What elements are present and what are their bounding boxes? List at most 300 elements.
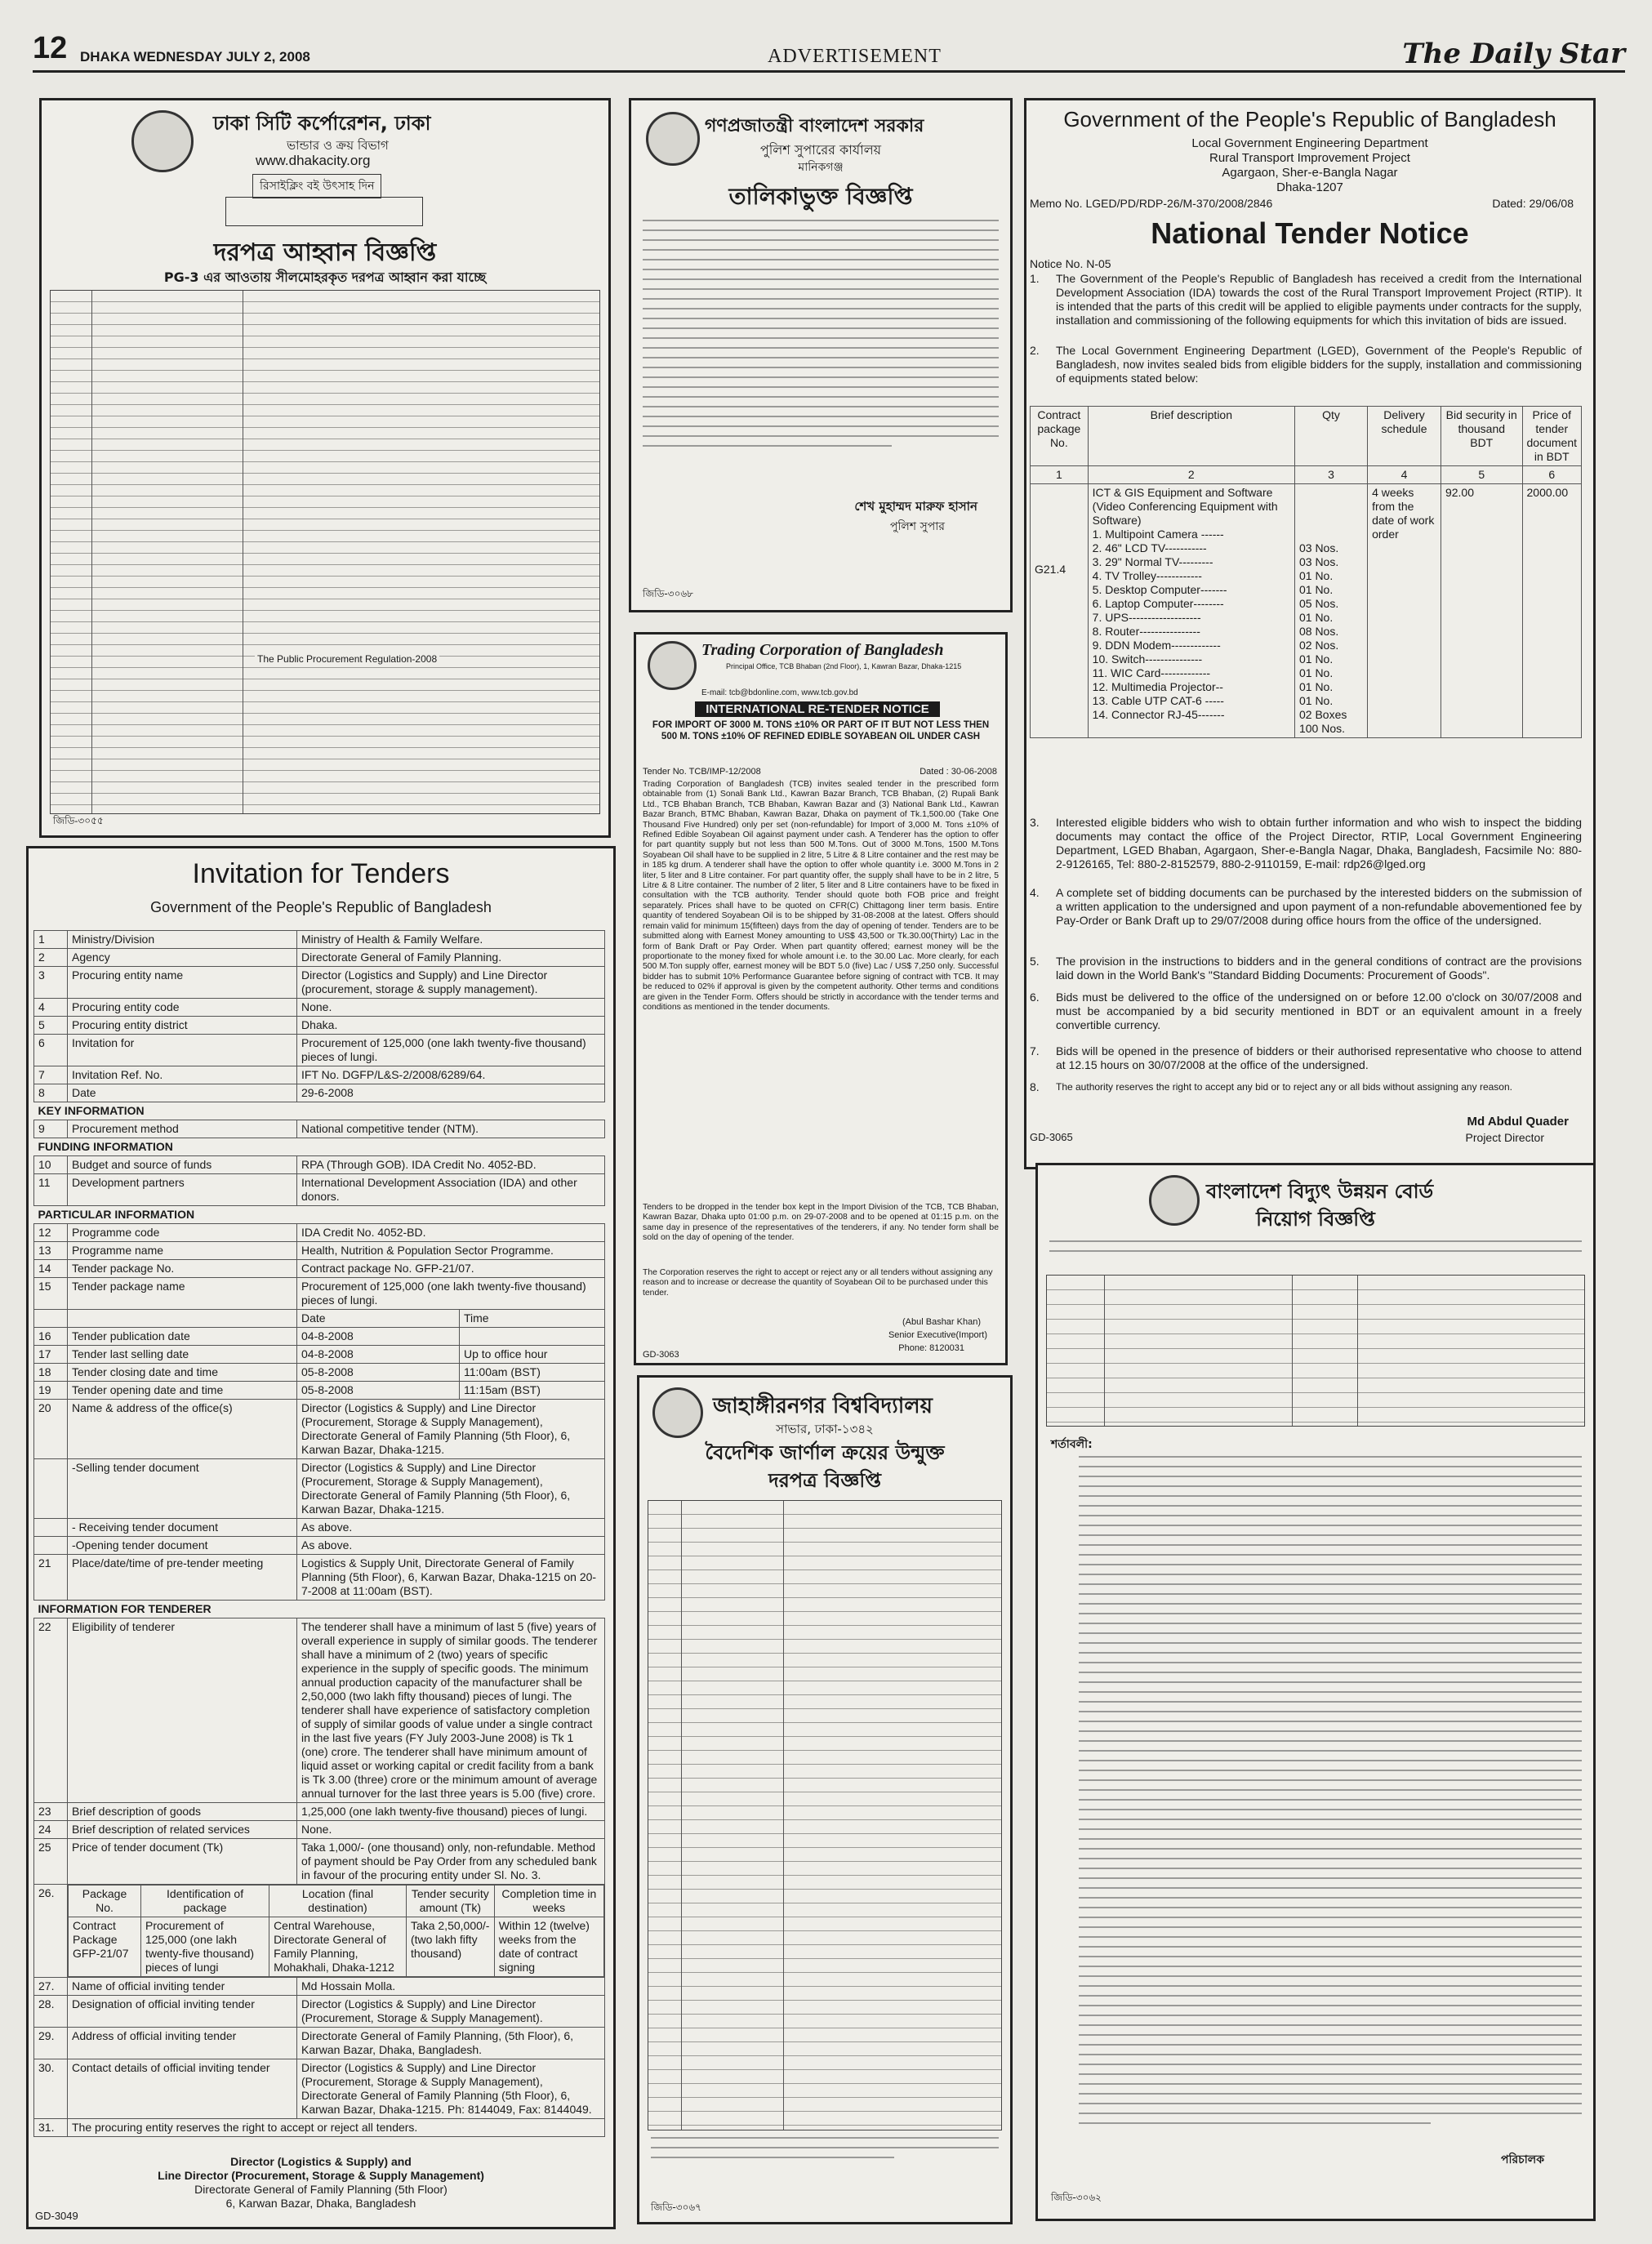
dgfp-table bbox=[33, 930, 605, 2137]
police-place: মানিকগঞ্জ bbox=[798, 161, 844, 174]
ju-name: জাহাঙ্গীরনগর বিশ্ববিদ্যালয় bbox=[713, 1394, 933, 1418]
lged-p6: Bids must be delivered to the office of the undersigned on or before 12.00 o'clock on 30/07/2008 and must be accompanied by a bid security mentioned in BDT or an equivalent amount in a freely convertible currency. bbox=[1056, 991, 1582, 1031]
table-row bbox=[34, 1839, 605, 1885]
police-notice-ad bbox=[629, 98, 1013, 612]
row-value: Director (Logistics and Supply) and Line Director (procurement, storage & supply management). bbox=[297, 967, 605, 999]
time-value: Up to office hour bbox=[464, 1347, 548, 1360]
row-value: National competitive tender (NTM). bbox=[297, 1120, 605, 1138]
row-number: 19 bbox=[34, 1382, 68, 1400]
section-heading: INFORMATION FOR TENDERER bbox=[38, 1602, 212, 1615]
dcc-dept: ভান্ডার ও ক্রয় বিভাগ bbox=[287, 138, 389, 153]
table-row bbox=[34, 1156, 605, 1174]
package-value: Central Warehouse, Directorate General of Family Planning, Mohakhali, Dhaka-1212 bbox=[269, 1917, 407, 1977]
page-header bbox=[33, 29, 1625, 73]
dcc-table bbox=[50, 290, 600, 814]
row-value: IDA Credit No. 4052-BD. bbox=[297, 1224, 605, 1242]
row-value: Procurement of 125,000 (one lakh twenty-five thousand) pieces of lungi. bbox=[297, 1278, 605, 1310]
date-time-cell bbox=[297, 1310, 605, 1328]
tcb-dated: Dated : 30-06-2008 bbox=[920, 767, 997, 777]
dcc-subtitle: PG-3 এর আওতায় সীলমোহরকৃত দরপত্র আহ্বান করা যাচ্ছে bbox=[163, 269, 487, 285]
lged-item-qty: 01 No. bbox=[1298, 652, 1334, 666]
section-row bbox=[34, 1102, 605, 1120]
section-heading: PARTICULAR INFORMATION bbox=[38, 1208, 195, 1221]
lged-item-qty: 01 No. bbox=[1298, 583, 1334, 596]
lged-project: Rural Transport Improvement Project bbox=[1209, 151, 1410, 165]
lged-num: 3 bbox=[1294, 466, 1367, 484]
police-body bbox=[643, 220, 999, 455]
dgfp-tender-ad bbox=[26, 846, 616, 2229]
tcb-phone: Phone: 8120031 bbox=[898, 1343, 964, 1353]
tcb-signer: (Abul Bashar Khan) bbox=[902, 1317, 981, 1327]
row-number: 18 bbox=[34, 1364, 68, 1382]
ju-title-1: বৈদেশিক জার্ণাল ক্রয়ের উন্মুক্ত bbox=[705, 1441, 945, 1464]
lged-p2-num: 2. bbox=[1030, 344, 1040, 357]
table-row bbox=[34, 1174, 605, 1206]
dgfp-gov: Government of the People's Republic of Bangladesh bbox=[150, 899, 492, 915]
dcc-title: দরপত্র আহ্বান বিজ্ঞপ্তি bbox=[213, 238, 437, 267]
row-label: Designation of official inviting tender bbox=[68, 1996, 297, 2028]
lged-num: 6 bbox=[1522, 466, 1581, 484]
table-row bbox=[34, 967, 605, 999]
row-number bbox=[34, 1537, 68, 1555]
row-value: Director (Logistics & Supply) and Line Director (Procurement, Storage & Supply Management), Directorate General of Family Planning (5th Floor), 6, Karwan Bazar, Dhaka-1215. Ph: 8144049, Fax: 8144049. bbox=[297, 2059, 605, 2119]
section-row bbox=[34, 1601, 605, 1618]
ju-code: জিডি-৩০৬৭ bbox=[651, 2202, 701, 2213]
row-label: Agency bbox=[68, 949, 297, 967]
row-label: Contact details of official inviting tender bbox=[68, 2059, 297, 2119]
row-number: 5 bbox=[34, 1017, 68, 1035]
dgfp-code: GD-3049 bbox=[35, 2210, 78, 2222]
row-label: Tender publication date bbox=[68, 1328, 297, 1346]
row-number: 25 bbox=[34, 1839, 68, 1885]
lged-col-delivery: Delivery schedule bbox=[1368, 407, 1441, 466]
table-row bbox=[34, 1310, 605, 1328]
lged-item: 4. TV Trolley------------ bbox=[1092, 569, 1202, 582]
row-number: 17 bbox=[34, 1346, 68, 1364]
tcb-body-2: Tenders to be dropped in the tender box kept in the Import Division of the TCB, TCB Bhaban, Kawran Bazar, Dhaka upto 01:00 p.m. on 29-07-2008 and to be opened at 01:15 p.m. on the same day in presence of the representatives of the tenderers, if any. No tender form shall be sold on the day of opening of the tender. bbox=[643, 1203, 999, 1243]
lged-p7: Bids will be opened in the presence of bidders or their authorised representative who choose to attend at 12.15 hours on 30/07/2008 at the office of the undersigned. bbox=[1056, 1044, 1582, 1071]
dateline: DHAKA WEDNESDAY JULY 2, 2008 bbox=[80, 49, 310, 65]
row-label: Brief description of goods bbox=[68, 1803, 297, 1821]
row-label: Place/date/time of pre-tender meeting bbox=[68, 1555, 297, 1601]
lged-item: 3. 29" Normal TV--------- bbox=[1092, 555, 1213, 568]
police-signer-title: পুলিশ সুপার bbox=[889, 520, 945, 533]
lged-pkg: G21.4 bbox=[1031, 484, 1089, 738]
tcb-signer-title: Senior Executive(Import) bbox=[888, 1330, 987, 1340]
lged-col-pkg: Contract package No. bbox=[1031, 407, 1089, 466]
bpdb-name: বাংলাদেশ বিদ্যুৎ উন্নয়ন বোর্ড bbox=[1206, 1180, 1434, 1203]
lged-item-qty: 08 Nos. bbox=[1298, 625, 1339, 638]
lged-item: 8. Router---------------- bbox=[1092, 625, 1200, 638]
lged-item: 11. WIC Card------------- bbox=[1092, 666, 1211, 679]
row-number: 12 bbox=[34, 1224, 68, 1242]
row-number: 10 bbox=[34, 1156, 68, 1174]
ju-title-2: দরপত্র বিজ্ঞপ্তি bbox=[768, 1469, 881, 1492]
lged-table-nums bbox=[1031, 466, 1582, 484]
lged-tender-ad bbox=[1024, 98, 1596, 1169]
row-label: Development partners bbox=[68, 1174, 297, 1206]
table-row bbox=[34, 1821, 605, 1839]
row-label: Procuring entity code bbox=[68, 999, 297, 1017]
table-row bbox=[34, 1382, 605, 1400]
row-label: Tender opening date and time bbox=[68, 1382, 297, 1400]
lged-col-qty: Qty bbox=[1294, 407, 1367, 466]
row-value: Director (Logistics & Supply) and Line Director (Procurement, Storage & Supply Management). bbox=[297, 1996, 605, 2028]
lged-memo: Memo No. LGED/PD/RDP-26/M-370/2008/2846 bbox=[1030, 197, 1273, 210]
row-number: 29. bbox=[34, 2028, 68, 2059]
dgfp-sig-4: 6, Karwan Bazar, Dhaka, Bangladesh bbox=[225, 2197, 416, 2210]
table-row bbox=[34, 1120, 605, 1138]
row-number: 21 bbox=[34, 1555, 68, 1601]
bpdb-post-table bbox=[1046, 1275, 1585, 1427]
row-label: Date bbox=[68, 1084, 297, 1102]
police-signer: শেখ মুহাম্মদ মারুফ হাসান bbox=[854, 499, 977, 514]
lged-title: National Tender Notice bbox=[1151, 216, 1469, 250]
row-number: 27. bbox=[34, 1978, 68, 1996]
package-value: Procurement of 125,000 (one lakh twenty-five thousand) pieces of lungi bbox=[141, 1917, 269, 1977]
lged-item: 5. Desktop Computer------- bbox=[1092, 583, 1227, 596]
lged-table-row bbox=[1031, 484, 1582, 738]
lged-item-qty: 01 No. bbox=[1298, 694, 1334, 707]
table-row bbox=[34, 2059, 605, 2119]
row-value: The tenderer shall have a minimum of last 5 (five) years of overall experience in supply of similar goods. The tenderer shall have a minimum of 2 (two) years of specific experience in the supply of specific goods. The minimum annual production capacity of the manufacturer shall be 2,50,000 (two lakh fifty thousand) pieces of lungi. The tenderer shall have experience of satisfactory completion of supply of similar goods of value under a single contract in the last five years (FY July 2003-June 2008) is Tk 1 (one) crore. The tenderer shall have minimum amount of liquid asset or working capital or credit facility from a bank is Tk 3.00 (three) crore or the minimum amount of average annual turnover for the last three years is 5.00 (five) crore. bbox=[297, 1618, 605, 1803]
lged-desc-head: ICT & GIS Equipment and Software (Video Conferencing Equipment with Software) bbox=[1092, 486, 1278, 527]
lged-item: 10. Switch--------------- bbox=[1092, 652, 1203, 666]
row-value: Logistics & Supply Unit, Directorate General of Family Planning (5th Floor), 6, Karwan Bazar, Dhaka-1215 on 20-7-2008 at 11:00am (BST). bbox=[297, 1555, 605, 1601]
police-office: পুলিশ সুপারের কার্যালয় bbox=[759, 142, 882, 158]
date-time-cell bbox=[297, 1346, 605, 1364]
table-row bbox=[34, 1066, 605, 1084]
lged-qty-cell bbox=[1294, 484, 1367, 738]
lged-p7-num: 7. bbox=[1030, 1044, 1040, 1057]
lged-item: 6. Laptop Computer-------- bbox=[1092, 597, 1224, 610]
lged-col-security: Bid security in thousand BDT bbox=[1440, 407, 1522, 466]
lged-col-desc: Brief description bbox=[1088, 407, 1294, 466]
tcb-subject: FOR IMPORT OF 3000 M. TONS ±10% OR PART OF IT BUT NOT LESS THEN 500 M. TONS ±10% OF REFINED EDIBLE SOYABEAN OIL UNDER CASH bbox=[652, 720, 990, 741]
police-title: তালিকাভুক্ত বিজ্ঞপ্তি bbox=[728, 183, 913, 210]
row-label: Tender package No. bbox=[68, 1260, 297, 1278]
row-number: 20 bbox=[34, 1400, 68, 1459]
lged-item: 12. Multimedia Projector-- bbox=[1092, 680, 1223, 693]
row-number bbox=[34, 1459, 68, 1519]
lged-p8-num: 8. bbox=[1030, 1080, 1040, 1093]
date-value: 05-8-2008 bbox=[297, 1382, 460, 1399]
table-row bbox=[34, 1996, 605, 2028]
row-label: Brief description of related services bbox=[68, 1821, 297, 1839]
table-row bbox=[34, 1035, 605, 1066]
row-label: Eligibility of tenderer bbox=[68, 1618, 297, 1803]
lged-num: 1 bbox=[1031, 466, 1089, 484]
row-number: 7 bbox=[34, 1066, 68, 1084]
row-value: Procurement of 125,000 (one lakh twenty-five thousand) pieces of lungi. bbox=[297, 1035, 605, 1066]
dcc-tender-ad bbox=[39, 98, 611, 838]
table-row bbox=[34, 1364, 605, 1382]
tcb-body-3: The Corporation reserves the right to accept or reject any or all tenders without assigning any reason and to increase or decrease the quantity of Soyabean Oil to be purchased under this tender. bbox=[643, 1268, 993, 1298]
lged-item-qty: 01 No. bbox=[1298, 680, 1334, 693]
row-value: As above. bbox=[297, 1537, 605, 1555]
table-row bbox=[34, 1885, 605, 1978]
dcc-web: www.dhakacity.org bbox=[256, 153, 371, 168]
dgfp-signature bbox=[29, 2155, 613, 2211]
row-label: -Selling tender document bbox=[68, 1459, 297, 1519]
row-value: 1,25,000 (one lakh twenty-five thousand) pieces of lungi. bbox=[297, 1803, 605, 1821]
lged-p1: The Government of the People's Republic of Bangladesh has received a credit from the International Development Association (IDA) towards the cost of the Rural Transport Improvement Project (RTIP). It is intended that the parts of this credit will be applied to eligible payments under contracts for the supply, installation and commissioning of the following equipments for which this invitation of bids are issued. bbox=[1056, 272, 1582, 327]
row-value: Director (Logistics & Supply) and Line Director (Procurement, Storage & Supply Management), Directorate General of Family Planning (5th Floor), 6, Karwan Bazar, Dhaka-1215. bbox=[297, 1459, 605, 1519]
lged-delivery: 4 weeks from the date of work order bbox=[1368, 484, 1441, 738]
lged-dated: Dated: 29/06/08 bbox=[1492, 197, 1574, 210]
row-value: 29-6-2008 bbox=[297, 1084, 605, 1102]
row-value: The procuring entity reserves the right to accept or reject all tenders. bbox=[68, 2119, 605, 2137]
lged-p6-num: 6. bbox=[1030, 991, 1040, 1004]
tcb-logo-icon bbox=[648, 641, 697, 690]
police-gov: গণপ্রজাতন্ত্রী বাংলাদেশ সরকার bbox=[705, 116, 924, 136]
row-label: -Opening tender document bbox=[68, 1537, 297, 1555]
tcb-banner: INTERNATIONAL RE-TENDER NOTICE bbox=[695, 701, 940, 717]
lged-item: 14. Connector RJ-45------- bbox=[1092, 708, 1225, 721]
row-number bbox=[34, 1519, 68, 1537]
row-value: Taka 1,000/- (one thousand) only, non-refundable. Method of payment should be Pay Order from any scheduled bank in favour of the procuring entity under Sl. No. 3. bbox=[297, 1839, 605, 1885]
tcb-tender-no: Tender No. TCB/IMP-12/2008 bbox=[643, 767, 761, 777]
table-row bbox=[34, 1803, 605, 1821]
lged-item: 13. Cable UTP CAT-6 ----- bbox=[1092, 694, 1224, 707]
dcc-org: ঢাকা সিটি কর্পোরেশন, ঢাকা bbox=[213, 112, 431, 135]
police-code: জিডি-৩০৬৮ bbox=[643, 588, 693, 599]
row-value: None. bbox=[297, 999, 605, 1017]
section-title: ADVERTISEMENT bbox=[768, 46, 942, 67]
row-number: 4 bbox=[34, 999, 68, 1017]
row-label: Programme code bbox=[68, 1224, 297, 1242]
row-label: Ministry/Division bbox=[68, 931, 297, 949]
table-row bbox=[34, 1260, 605, 1278]
row-number: 2 bbox=[34, 949, 68, 967]
lged-addr: Agargaon, Sher-e-Bangla Nagar bbox=[1222, 166, 1398, 180]
row-label: Tender closing date and time bbox=[68, 1364, 297, 1382]
dcc-slogan: রিসাইক্লিং বই উৎসাহ দিন bbox=[252, 174, 381, 198]
section-row bbox=[34, 1138, 605, 1156]
table-row bbox=[34, 2119, 605, 2137]
date-time-cell bbox=[297, 1382, 605, 1400]
dgfp-sig-3: Directorate General of Family Planning (5th Floor) bbox=[194, 2183, 448, 2196]
row-value: Health, Nutrition & Population Sector Programme. bbox=[297, 1242, 605, 1260]
ju-table bbox=[648, 1500, 1002, 2130]
lged-item-qty: 02 Boxes bbox=[1298, 708, 1347, 721]
lged-table-header bbox=[1031, 407, 1582, 466]
date-header: Date bbox=[297, 1310, 460, 1327]
time-value: 11:00am (BST) bbox=[464, 1365, 541, 1378]
table-row bbox=[34, 1400, 605, 1459]
row-value: International Development Association (IDA) and other donors. bbox=[297, 1174, 605, 1206]
lged-qty-list bbox=[1299, 541, 1363, 736]
dcc-emblem-icon bbox=[131, 110, 194, 172]
bpdb-title: নিয়োগ বিজ্ঞপ্তি bbox=[1256, 1208, 1375, 1231]
lged-desc-cell bbox=[1088, 484, 1294, 738]
row-number: 24 bbox=[34, 1821, 68, 1839]
lged-p5: The provision in the instructions to bidders and in the general conditions of contract are the provisions laid down in the World Bank's "Standard Bidding Documents: Procurement of Goods". bbox=[1056, 955, 1582, 982]
lged-col-price: Price of tender document in BDT bbox=[1522, 407, 1581, 466]
package-value: Within 12 (twelve) weeks from the date of contract signing bbox=[494, 1917, 603, 1977]
bpdb-intro-lines bbox=[1049, 1240, 1582, 1260]
row-number: 13 bbox=[34, 1242, 68, 1260]
package-col-header: Completion time in weeks bbox=[494, 1886, 603, 1917]
tcb-tender-ad bbox=[634, 632, 1008, 1365]
row-number: 11 bbox=[34, 1174, 68, 1206]
package-value: Taka 2,50,000/- (two lakh fifty thousand) bbox=[406, 1917, 494, 1977]
lged-notice-no: Notice No. N-05 bbox=[1030, 257, 1111, 270]
row-label: Budget and source of funds bbox=[68, 1156, 297, 1174]
date-value: 04-8-2008 bbox=[297, 1328, 460, 1345]
row-number: 31. bbox=[34, 2119, 68, 2137]
row-label: Invitation for bbox=[68, 1035, 297, 1066]
dgfp-sig-2: Line Director (Procurement, Storage & Supply Management) bbox=[158, 2169, 484, 2182]
lged-p1-num: 1. bbox=[1030, 272, 1040, 285]
row-number: 23 bbox=[34, 1803, 68, 1821]
lged-p8: The authority reserves the right to accept any bid or to reject any or all bids without assigning any reason. bbox=[1056, 1081, 1512, 1093]
dgfp-sig-1: Director (Logistics & Supply) and bbox=[230, 2155, 412, 2168]
row-number: 26. bbox=[34, 1885, 68, 1978]
bpdb-code: জিডি-৩০৬২ bbox=[1051, 2192, 1102, 2203]
lged-item: 1. Multipoint Camera ------ bbox=[1092, 528, 1224, 541]
table-row bbox=[34, 1224, 605, 1242]
lged-dept: Local Government Engineering Department bbox=[1191, 136, 1428, 150]
row-value: Director (Logistics & Supply) and Line Director (Procurement, Storage & Supply Management), Directorate General of Family Planning (5th Floor), 6, Karwan Bazar, Dhaka-1215. bbox=[297, 1400, 605, 1459]
dcc-regulation: The Public Procurement Regulation-2008 bbox=[255, 653, 439, 665]
ju-place: সাভার, ঢাকা-১৩৪২ bbox=[776, 1422, 874, 1436]
lged-gov: Government of the People's Republic of Bangladesh bbox=[1063, 107, 1556, 131]
table-row bbox=[34, 1084, 605, 1102]
lged-item: 7. UPS------------------- bbox=[1092, 611, 1201, 624]
row-value: Ministry of Health & Family Welfare. bbox=[297, 931, 605, 949]
lged-p4-num: 4. bbox=[1030, 886, 1040, 899]
row-label: Tender last selling date bbox=[68, 1346, 297, 1364]
lged-item-qty: 05 Nos. bbox=[1298, 597, 1339, 610]
lged-city: Dhaka-1207 bbox=[1276, 180, 1343, 194]
row-value: Dhaka. bbox=[297, 1017, 605, 1035]
lged-item-qty: 01 No. bbox=[1298, 611, 1334, 624]
section-heading: FUNDING INFORMATION bbox=[38, 1140, 173, 1153]
row-label: Name & address of the office(s) bbox=[68, 1400, 297, 1459]
row-number: 1 bbox=[34, 931, 68, 949]
row-label: Tender package name bbox=[68, 1278, 297, 1310]
row-value: None. bbox=[297, 1821, 605, 1839]
date-time-cell bbox=[297, 1364, 605, 1382]
lged-item: 9. DDN Modem------------- bbox=[1092, 639, 1221, 652]
row-value: Directorate General of Family Planning. bbox=[297, 949, 605, 967]
lged-num: 2 bbox=[1088, 466, 1294, 484]
table-row bbox=[34, 999, 605, 1017]
row-value: As above. bbox=[297, 1519, 605, 1537]
lged-code: GD-3065 bbox=[1030, 1131, 1073, 1143]
lged-item-list bbox=[1093, 528, 1290, 722]
table-row bbox=[34, 949, 605, 967]
section-row bbox=[34, 1206, 605, 1224]
row-value: Md Hossain Molla. bbox=[297, 1978, 605, 1996]
package-col-header: Location (final destination) bbox=[269, 1886, 407, 1917]
date-value: 04-8-2008 bbox=[297, 1346, 460, 1363]
ju-footer-lines bbox=[651, 2137, 999, 2166]
table-row bbox=[34, 1017, 605, 1035]
row-value: RPA (Through GOB). IDA Credit No. 4052-BD. bbox=[297, 1156, 605, 1174]
table-row bbox=[34, 1519, 605, 1537]
row-number: 15 bbox=[34, 1278, 68, 1310]
lged-item-qty: 02 Nos. bbox=[1298, 639, 1339, 652]
table-row bbox=[34, 1459, 605, 1519]
lged-item-qty: 01 No. bbox=[1298, 666, 1334, 679]
time-value bbox=[460, 1328, 468, 1345]
bpdb-recruitment-ad bbox=[1035, 1163, 1596, 2221]
row-number: 22 bbox=[34, 1618, 68, 1803]
lged-item-qty: 03 Nos. bbox=[1298, 555, 1339, 568]
package-col-header: Identification of package bbox=[141, 1886, 269, 1917]
bpdb-terms-label: শর্তাবলী: bbox=[1051, 1438, 1093, 1451]
row-number: 30. bbox=[34, 2059, 68, 2119]
row-label: Address of official inviting tender bbox=[68, 2028, 297, 2059]
date-value: 05-8-2008 bbox=[297, 1364, 460, 1381]
row-label: Name of official inviting tender bbox=[68, 1978, 297, 1996]
lged-p2: The Local Government Engineering Department (LGED), Government of the People's Republic of Bangladesh, now invites sealed bids from eligible bidders for the supply, installation and commissioning of equipments stated below: bbox=[1056, 344, 1582, 385]
lged-item: 2. 46" LCD TV----------- bbox=[1092, 541, 1207, 554]
page-number: 12 bbox=[33, 31, 68, 65]
time-value: 11:15am (BST) bbox=[464, 1383, 541, 1396]
lged-p3: Interested eligible bidders who wish to obtain further information and who wish to inspect the bidding documents may contact the office of the Project Director, RTIP, Local Government Engineering Department, LGED Bhaban, Agargaon, Sher-e-Bangla Nagar, Dhaka, Bangladesh, Facsimile No: 880-2-9126165, Tel: 880-2-8152579, 880-2-9110159, E-mail: rdp26@lged.org bbox=[1056, 816, 1582, 870]
row-label: Price of tender document (Tk) bbox=[68, 1839, 297, 1885]
table-row bbox=[34, 1978, 605, 1996]
lged-signer: Md Abdul Quader bbox=[1467, 1115, 1569, 1129]
lged-item-qty: 100 Nos. bbox=[1298, 722, 1346, 735]
masthead: The Daily Star bbox=[1402, 38, 1625, 70]
lged-signer-title: Project Director bbox=[1465, 1131, 1544, 1144]
lged-price: 2000.00 bbox=[1522, 484, 1581, 738]
row-number bbox=[34, 1310, 68, 1328]
row-number: 8 bbox=[34, 1084, 68, 1102]
row-number: 14 bbox=[34, 1260, 68, 1278]
row-label: - Receiving tender document bbox=[68, 1519, 297, 1537]
tcb-email: E-mail: tcb@bdonline.com, www.tcb.gov.bd bbox=[701, 688, 858, 697]
date-time-cell bbox=[297, 1328, 605, 1346]
table-row bbox=[34, 931, 605, 949]
lged-bid-security: 92.00 bbox=[1440, 484, 1522, 738]
row-label: Programme name bbox=[68, 1242, 297, 1260]
lged-p3-num: 3. bbox=[1030, 816, 1040, 829]
lged-table bbox=[1030, 406, 1582, 738]
lged-p4: A complete set of bidding documents can be purchased by the interested bidders on the submission of a written application to the undersigned and upon payment of a non-refundable abovementioned fee by Pay-Order or Bank Draft up to 29/07/2008 during office hours from the office of the undersigned. bbox=[1056, 886, 1582, 927]
table-row bbox=[34, 1328, 605, 1346]
lged-num: 4 bbox=[1368, 466, 1441, 484]
row-number: 6 bbox=[34, 1035, 68, 1066]
table-row bbox=[34, 1242, 605, 1260]
table-row bbox=[34, 1537, 605, 1555]
row-label: Procuring entity name bbox=[68, 967, 297, 999]
row-number: 16 bbox=[34, 1328, 68, 1346]
row-value: Directorate General of Family Planning, (5th Floor), 6, Karwan Bazar, Dhaka, Bangladesh. bbox=[297, 2028, 605, 2059]
lged-item-qty: 03 Nos. bbox=[1298, 541, 1339, 554]
dcc-code: জিডি-৩০৫৫ bbox=[53, 815, 104, 826]
row-label bbox=[68, 1310, 297, 1328]
table-row bbox=[34, 1278, 605, 1310]
lged-num: 5 bbox=[1440, 466, 1522, 484]
row-number: 9 bbox=[34, 1120, 68, 1138]
package-col-header: Package No. bbox=[69, 1886, 141, 1917]
table-row bbox=[34, 1618, 605, 1803]
section-heading: KEY INFORMATION bbox=[38, 1104, 145, 1117]
ju-tender-ad bbox=[637, 1375, 1013, 2224]
row-value: IFT No. DGFP/L&S-2/2008/6289/64. bbox=[297, 1066, 605, 1084]
package-col-header: Tender security amount (Tk) bbox=[406, 1886, 494, 1917]
package-value: Contract Package GFP-21/07 bbox=[69, 1917, 141, 1977]
table-row bbox=[34, 1346, 605, 1364]
tcb-name: Trading Corporation of Bangladesh bbox=[701, 641, 944, 659]
table-row bbox=[34, 2028, 605, 2059]
row-label: Procurement method bbox=[68, 1120, 297, 1138]
